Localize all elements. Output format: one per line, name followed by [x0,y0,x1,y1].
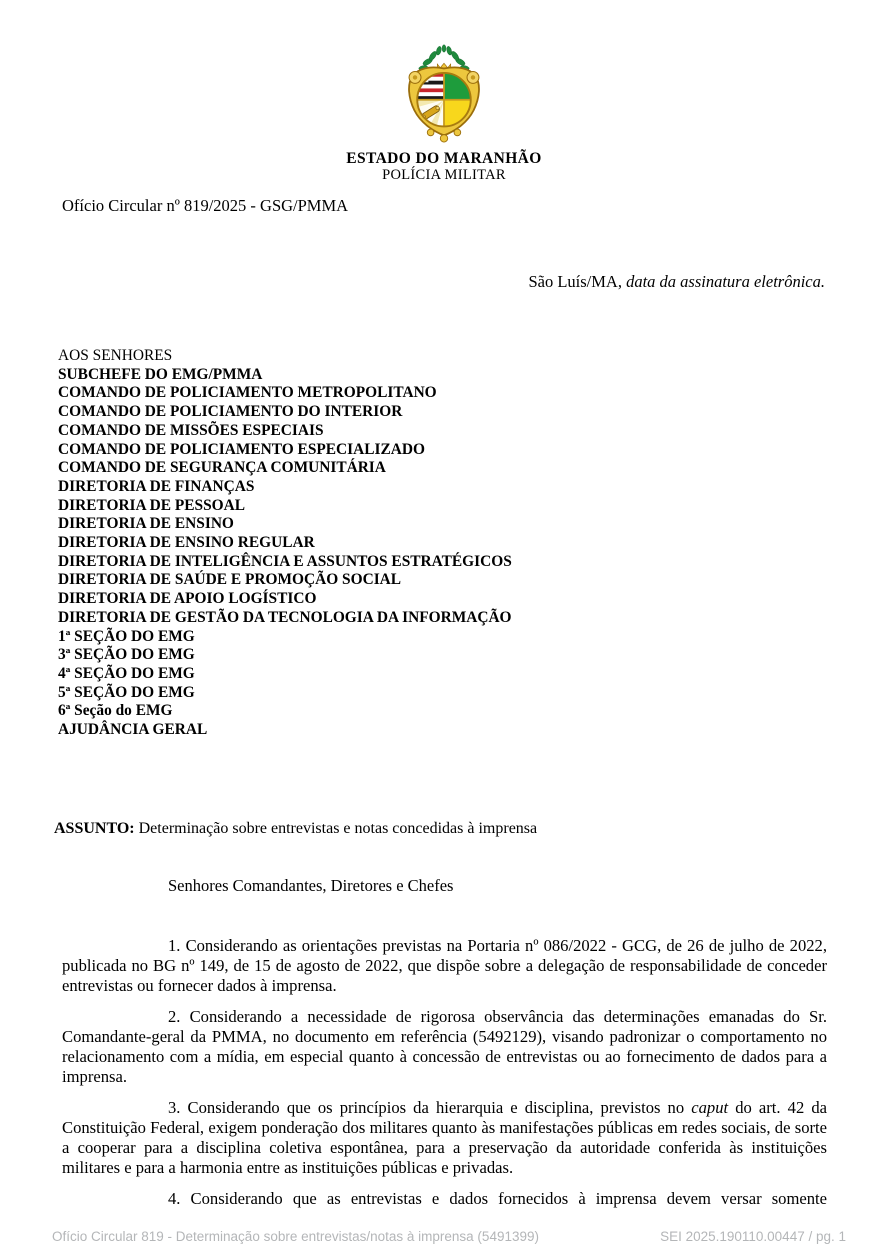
document-reference: Ofício Circular nº 819/2025 - GSG/PMMA [62,196,349,215]
addressee-item: 4ª SEÇÃO DO EMG [58,664,195,682]
footer-document-title: Ofício Circular 819 - Determinação sobre entrevistas/notas à imprensa (5491399) [52,1229,539,1244]
dateline-note: data da assinatura eletrônica. [626,272,825,291]
salutation: Senhores Comandantes, Diretores e Chefes [168,876,454,895]
addressee-item: DIRETORIA DE PESSOAL [58,496,246,514]
addressee-item: COMANDO DE MISSÕES ESPECIAIS [58,421,324,439]
org-subname: POLÍCIA MILITAR [382,167,506,183]
org-name: ESTADO DO MARANHÃO [346,150,542,167]
addressee-item: COMANDO DE SEGURANÇA COMUNITÁRIA [58,459,386,477]
subject-text: Determinação sobre entrevistas e notas concedidas à imprensa [138,820,538,837]
maranhao-coat-of-arms-icon [399,44,489,148]
paragraph-3-start: 3. Considerando que os princípios da hierarquia e disciplina, previstos no [168,1098,692,1117]
body-text [62,936,827,1209]
addressee-item: COMANDO DE POLICIAMENTO ESPECIALIZADO [58,440,425,458]
addressee-item: COMANDO DE POLICIAMENTO METROPOLITANO [58,384,437,402]
footer-sei-page-number: SEI 2025.190110.00447 / pg. 1 [660,1229,846,1244]
addressee-item: DIRETORIA DE APOIO LOGÍSTICO [58,590,317,608]
page-footer [52,1229,846,1244]
addressee-item: 1ª SEÇÃO DO EMG [58,627,195,645]
addressee-item: DIRETORIA DE GESTÃO DA TECNOLOGIA DA INFORMAÇÃO [58,608,512,626]
paragraph-3 [62,1098,827,1178]
paragraph-3-end: do art. 42 da Constituição Federal, exigem ponderação dos militares quanto às manifestações públicas em redes sociais, de sorte a cooperar para a disciplina coletiva espontânea, para a preservação da autoridade conferida às instituições militares e para a harmonia entre as instituições públicas e privadas. [62,1098,827,1177]
addressee-item: 5ª SEÇÃO DO EMG [58,683,195,701]
addressee-item: DIRETORIA DE INTELIGÊNCIA E ASSUNTOS ESTRATÉGICOS [58,552,512,570]
addressee-list [58,347,512,740]
paragraph-2: 2. Considerando a necessidade de rigorosa observância das determinações emanadas do Sr. Comandante-geral da PMMA, no documento em referência (5492129), visando padronizar o comportamento no relacionamento com a mídia, em especial quanto à concessão de entrevistas ou ao fornecimento de dados para a imprensa. [62,1007,827,1086]
dateline-place: São Luís/MA, [528,272,622,291]
addressee-item: SUBCHEFE DO EMG/PMMA [58,365,263,383]
paragraph-3-caput: caput [691,1098,729,1117]
dateline [528,272,825,292]
addressee-item: DIRETORIA DE FINANÇAS [58,477,255,495]
addressee-item: AJUDÂNCIA GERAL [58,721,208,739]
subject-label: ASSUNTO: [54,820,135,837]
addressee-intro: AOS SENHORES [58,347,173,364]
addressee-item: DIRETORIA DE ENSINO [58,515,234,533]
addressee-item: DIRETORIA DE ENSINO REGULAR [58,534,315,552]
paragraph-1: 1. Considerando as orientações previstas na Portaria nº 086/2022 - GCG, de 26 de julho de 2022, publicada no BG nº 149, de 15 de agosto de 2022, que dispõe sobre a delegação de responsabilidade de conceder entrevistas ou fornecer dados à imprensa. [62,936,827,995]
letterhead [0,44,888,183]
subject-line [54,820,826,838]
addressee-item: 6ª Seção do EMG [58,702,173,720]
paragraph-4: 4. Considerando que as entrevistas e dados fornecidos à imprensa devem versar somente [168,1189,827,1208]
addressee-item: COMANDO DE POLICIAMENTO DO INTERIOR [58,403,403,421]
addressee-item: 3ª SEÇÃO DO EMG [58,646,195,664]
addressee-item: DIRETORIA DE SAÚDE E PROMOÇÃO SOCIAL [58,571,402,589]
